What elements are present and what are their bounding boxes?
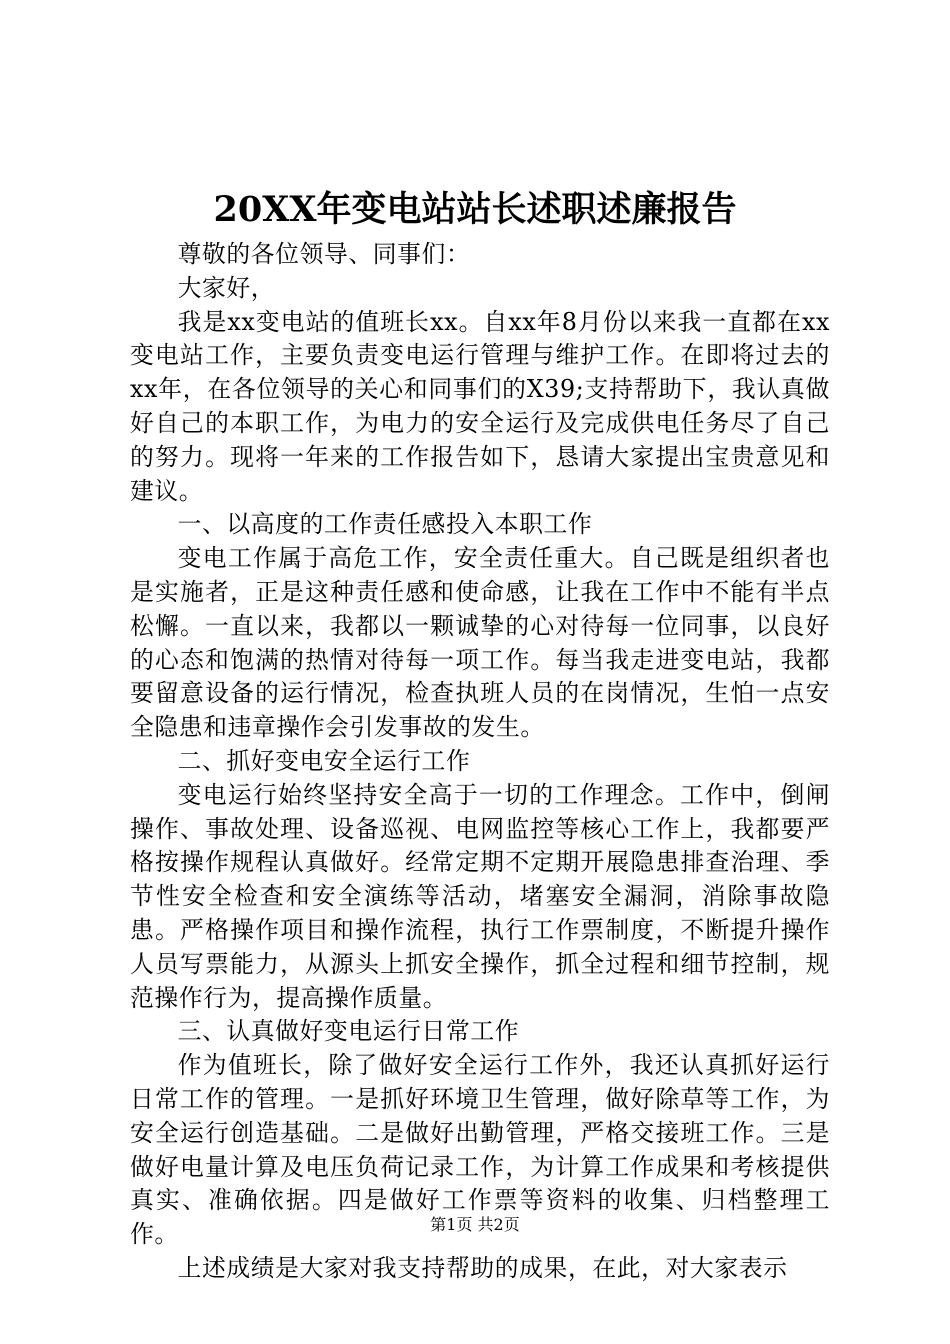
intro-paragraph: 我是xx变电站的值班长xx。自xx年8月份以来我一直都在xx变电站工作，主要负责变电运行管理与维护工作。在即将过去的xx年，在各位领导的关心和同事们的X39;支持帮助下，我认真做好自己的本职工作，为电力的安全运行及完成供电任务尽了自己的努力。现将一年来的工作报告如下，恳请大家提出宝贵意见和建议。 [130,307,830,505]
section-paragraph-1: 变电工作属于高危工作，安全责任重大。自己既是组织者也是实施者，正是这种责任感和使命感，让我在工作中不能有半点松懈。一直以来，我都以一颗诚挚的心对待每一位同事，以良好的心态和饱满的热情对待每一项工作。每当我走进变电站，我都要留意设备的运行情况，检查执班人员的在岗情况，生怕一点安全隐患和违章操作会引发事故的发生。 [130,544,830,742]
greeting: 大家好， [177,273,276,302]
section-heading-3: 三、认真做好变电运行日常工作 [177,1017,520,1046]
page-number-footer: 第1页 共2页 [430,1215,520,1234]
page-title: 20XX年变电站站长述职述廉报告 [213,189,737,230]
salutation: 尊敬的各位领导、同事们： [177,240,471,268]
closing-paragraph: 上述成绩是大家对我支持帮助的成果，在此，对大家表示 [177,1253,788,1282]
section-paragraph-3: 作为值班长，除了做好安全运行工作外，我还认真抓好运行日常工作的管理。一是抓好环境卫生管理，做好除草等工作，为安全运行创造基础。二是做好出勤管理，严格交接班工作。三是做好电量计算及电压负荷记录工作，为计算工作成果和考核提供真实、准确依据。四是做好工作票等资料的收集、归档整理工作。 [130,1051,830,1249]
section-heading-2: 二、抓好变电安全运行工作 [177,746,471,775]
section-paragraph-2: 变电运行始终坚持安全高于一切的工作理念。工作中，倒闸操作、事故处理、设备巡视、电网监控等核心工作上，我都要严格按操作规程认真做好。经常定期不定期开展隐患排查治理、季节性安全检查和安全演练等活动，堵塞安全漏洞，消除事故隐患。严格操作项目和操作流程，执行工作票制度，不断提升操作人员写票能力，从源头上抓安全操作，抓全过程和细节控制，规范操作行为，提高操作质量。 [130,780,830,1012]
document-body [130,238,830,1286]
section-heading-1: 一、以高度的工作责任感投入本职工作 [177,510,593,539]
